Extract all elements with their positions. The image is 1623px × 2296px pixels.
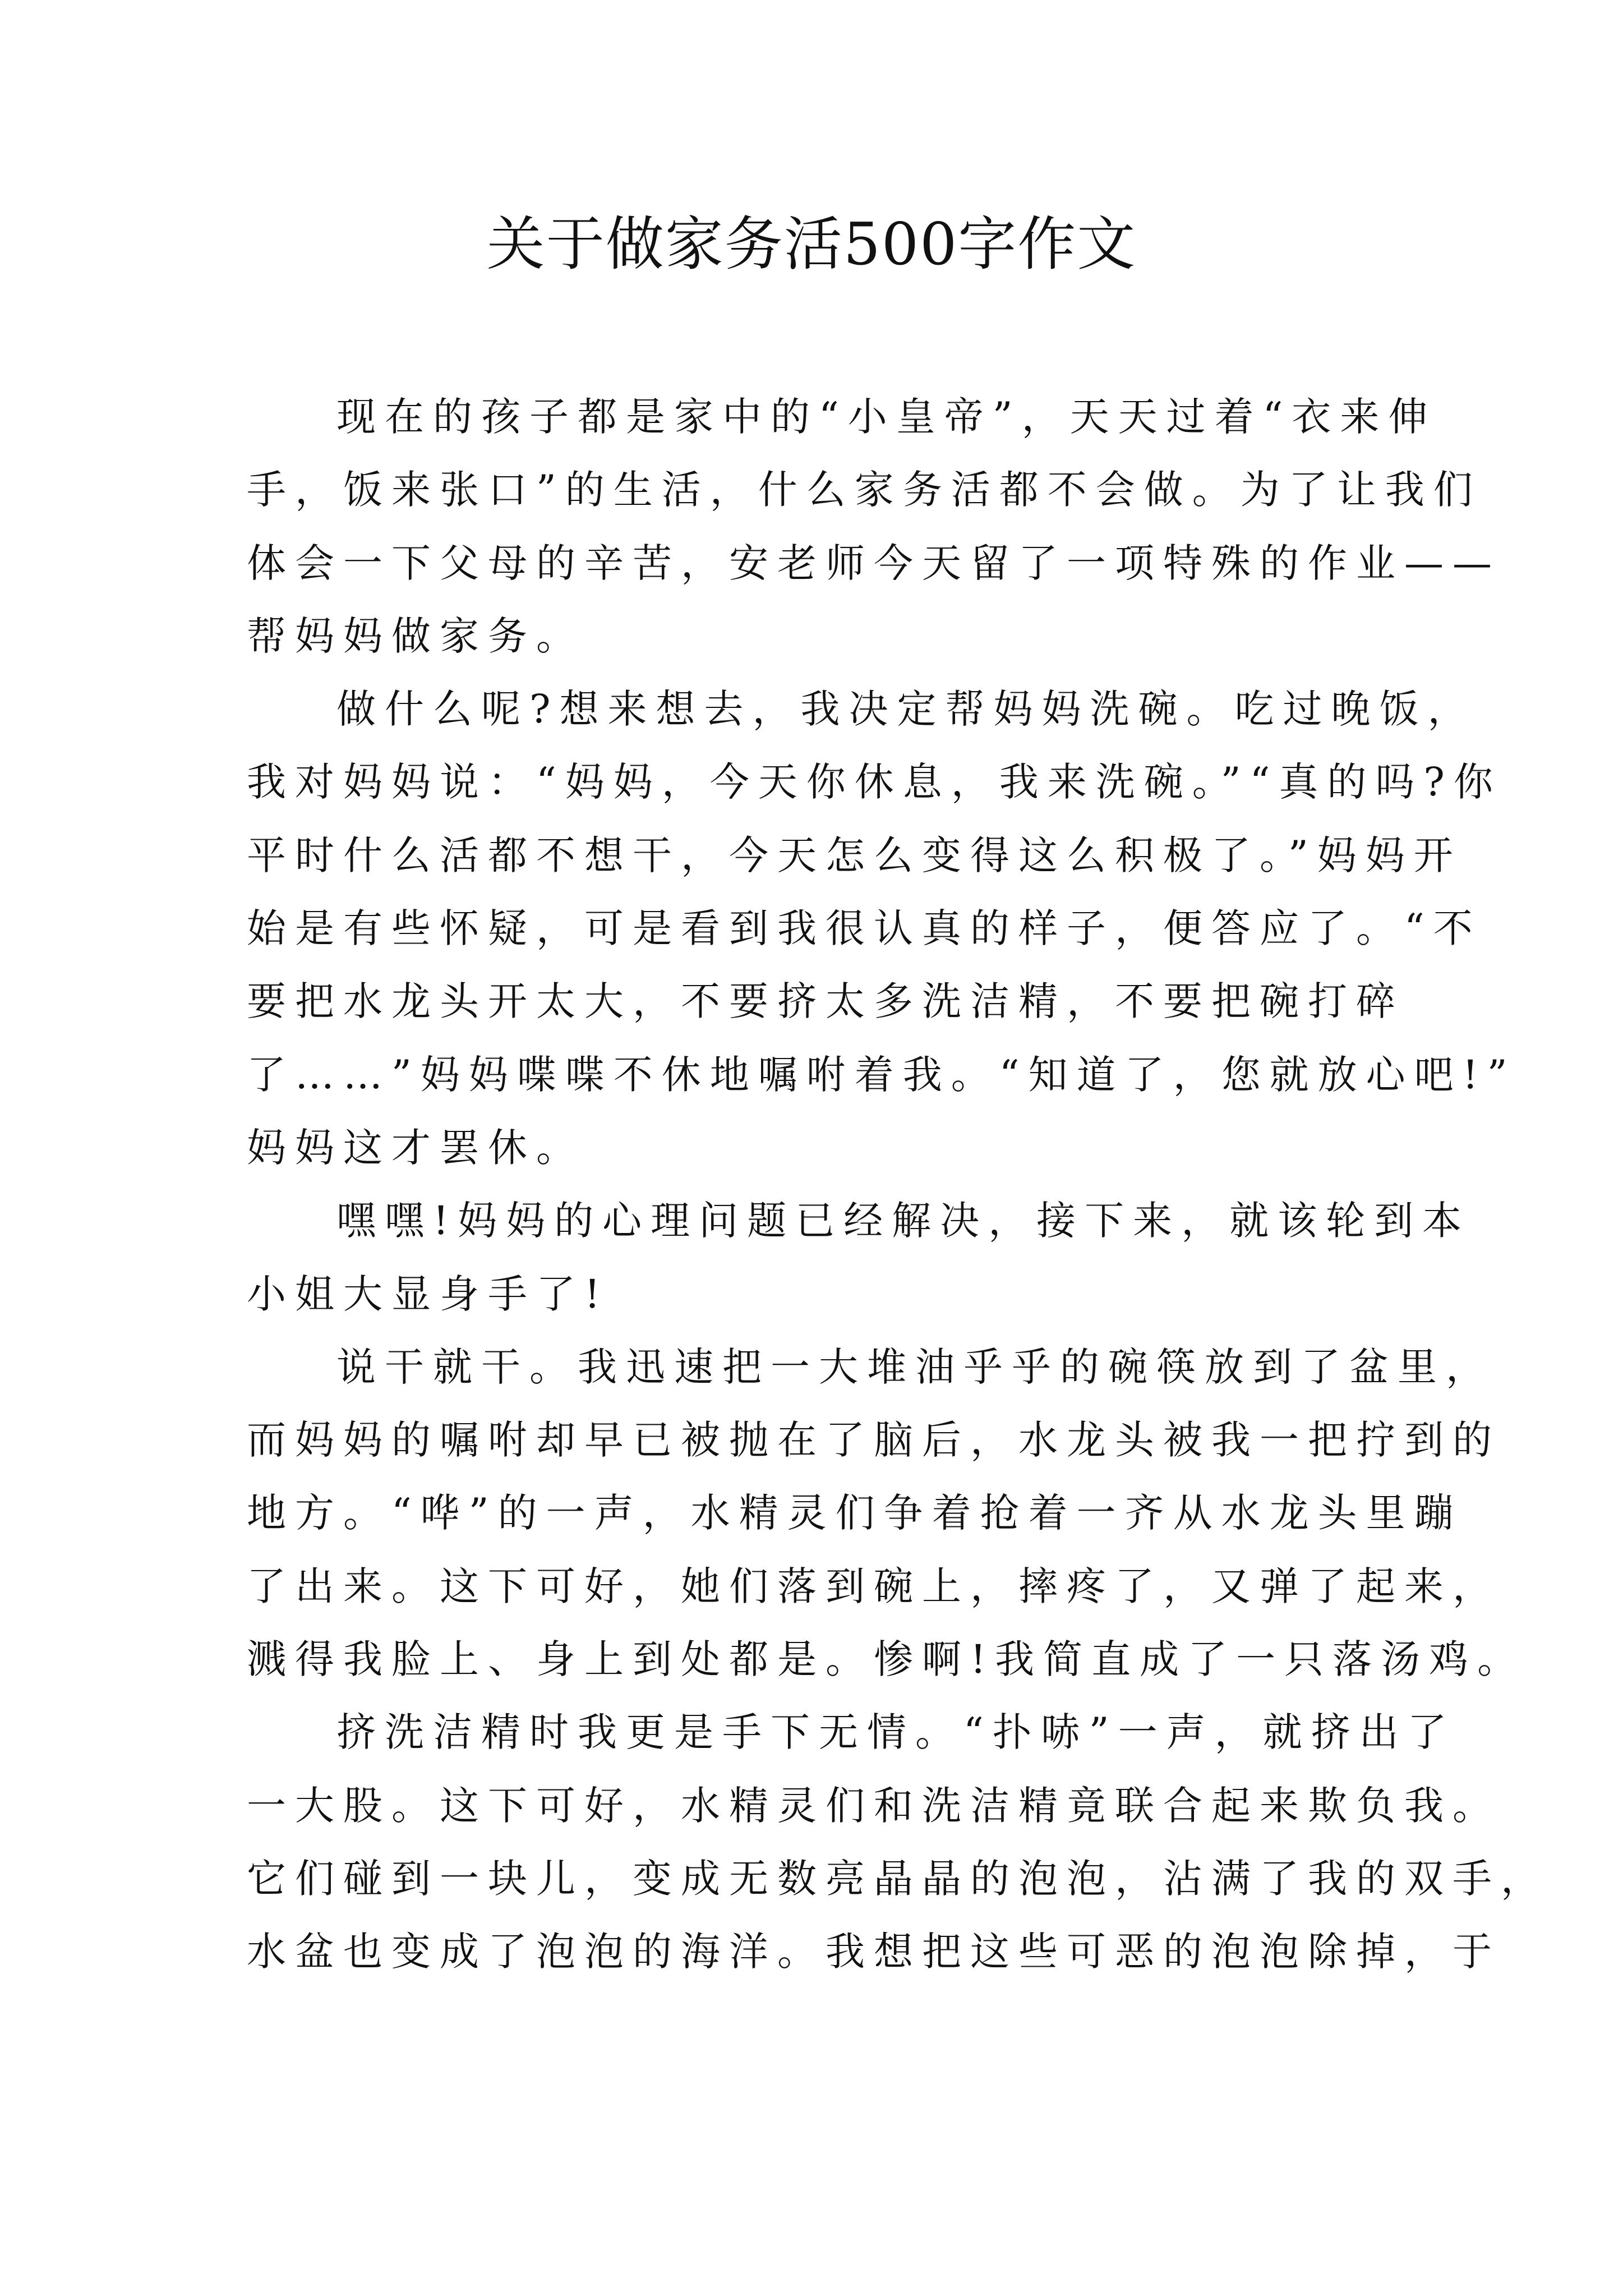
paragraph bbox=[247, 1184, 1471, 1331]
text-line: 水盆也变成了泡泡的海洋。我想把这些可恶的泡泡除掉，于 bbox=[247, 1929, 1501, 1975]
paragraph bbox=[247, 1696, 1549, 1988]
text-line: 挤洗洁精时我更是手下无情。“扑哧”一声，就挤出了 bbox=[336, 1709, 1456, 1756]
text-line: 帮妈妈做家务。 bbox=[247, 613, 584, 659]
paragraph bbox=[247, 380, 1501, 673]
text-line: 手，饭来张口”的生活，什么家务活都不会做。为了让我们 bbox=[247, 467, 1482, 513]
text-line: 做什么呢?想来想去，我决定帮妈妈洗碗。吃过晚饭， bbox=[336, 686, 1476, 733]
text-line: 始是有些怀疑，可是看到我很认真的样子，便答应了。“不 bbox=[247, 905, 1482, 952]
paragraph bbox=[247, 673, 1516, 1184]
text-line: 小姐大显身手了! bbox=[247, 1271, 610, 1317]
essay-body bbox=[247, 380, 1549, 1989]
text-line: 而妈妈的嘱咐却早已被抛在了脑后，水龙头被我一把拧到的 bbox=[247, 1417, 1501, 1464]
text-line: 嘿嘿!妈妈的心理问题已经解决，接下来，就该轮到本 bbox=[336, 1198, 1471, 1244]
text-line: 现在的孩子都是家中的“小皇帝”，天天过着“衣来伸 bbox=[336, 394, 1437, 440]
paragraph bbox=[247, 1331, 1526, 1696]
text-line: 地方。“哗”的一声，水精灵们争着抢着一齐从水龙头里蹦 bbox=[247, 1490, 1463, 1536]
text-line: 了……”妈妈喋喋不休地嘱咐着我。“知道了，您就放心吧!” bbox=[247, 1051, 1516, 1098]
text-line: 平时什么活都不想干，今天怎么变得这么积极了。”妈妈开 bbox=[247, 832, 1462, 878]
text-line: 一大股。这下可好，水精灵们和洗洁精竟联合起来欺负我。 bbox=[247, 1782, 1501, 1829]
text-line: 妈妈这才罢休。 bbox=[247, 1124, 584, 1171]
text-line: 了出来。这下可好，她们落到碗上，摔疼了，又弹了起来， bbox=[247, 1563, 1501, 1609]
page-title: 关于做家务活500字作文 bbox=[486, 210, 1137, 278]
text-line: 要把水龙头开太大，不要挤太多洗洁精，不要把碗打碎 bbox=[247, 978, 1404, 1025]
text-line: 说干就干。我迅速把一大堆油乎乎的碗筷放到了盆里， bbox=[336, 1343, 1494, 1390]
text-line: 溅得我脸上、身上到处都是。惨啊!我简直成了一只落汤鸡。 bbox=[247, 1636, 1526, 1683]
text-line: 我对妈妈说：“妈妈，今天你休息，我来洗碗。”“真的吗?你 bbox=[247, 759, 1502, 806]
text-line: 体会一下父母的辛苦，安老师今天留了一项特殊的作业—— bbox=[247, 540, 1501, 586]
text-line: 它们碰到一块儿，变成无数亮晶晶的泡泡，沾满了我的双手， bbox=[247, 1855, 1549, 1902]
